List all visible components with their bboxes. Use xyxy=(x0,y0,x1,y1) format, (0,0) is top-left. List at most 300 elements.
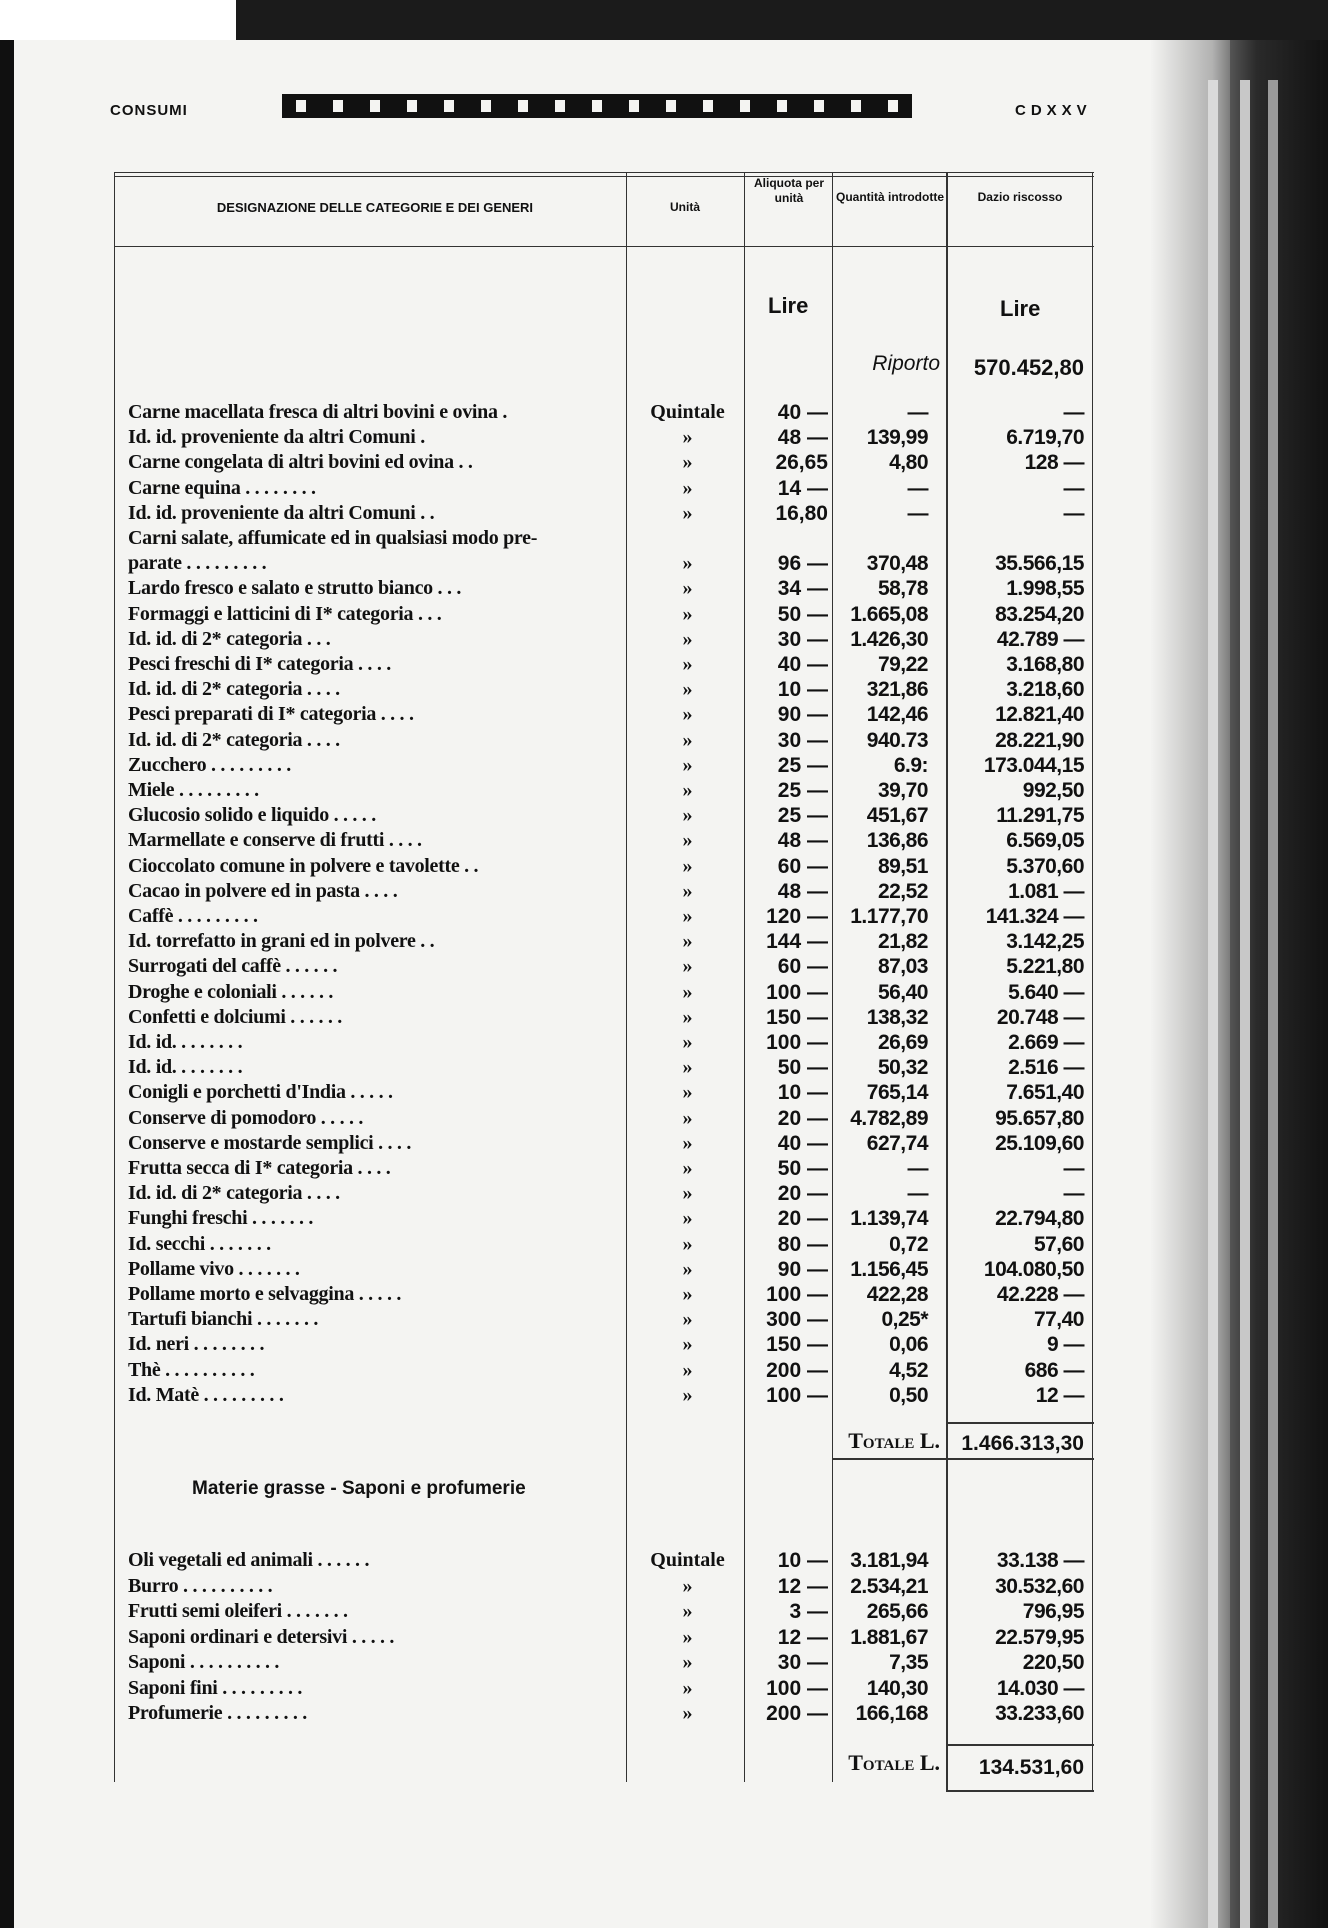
row-duty: 128 — xyxy=(1024,451,1084,475)
row-duty: — xyxy=(1063,401,1084,424)
row-rate: 80 — xyxy=(777,1232,828,1256)
row-rate: 48 — xyxy=(777,879,828,903)
row-quantity: 87,03 xyxy=(877,955,928,979)
row-unit: » xyxy=(682,627,693,650)
table-row xyxy=(0,1599,1230,1624)
row-rate: 40 — xyxy=(777,1131,828,1155)
table-row xyxy=(0,1181,1230,1206)
row-quantity: 56,40 xyxy=(877,980,928,1004)
row-quantity: 0,72 xyxy=(889,1232,928,1256)
row-duty: 22.794,80 xyxy=(995,1207,1084,1231)
row-unit: » xyxy=(682,1131,693,1154)
row-duty: 42.228 — xyxy=(996,1283,1084,1306)
row-name: Formaggi e latticini di I* categoria . . . xyxy=(128,602,442,625)
row-rate: 100 — xyxy=(766,1031,828,1054)
table-row xyxy=(0,1131,1230,1156)
row-unit: » xyxy=(682,1283,693,1305)
row-duty: 6.719,70 xyxy=(1006,426,1084,450)
row-duty: 2.669 — xyxy=(1008,1031,1084,1054)
row-unit: » xyxy=(682,476,693,499)
row-unit: » xyxy=(682,602,693,625)
row-rate: 10 — xyxy=(777,1549,828,1572)
page-edge-strip xyxy=(1268,80,1278,1928)
row-rate: 90 — xyxy=(777,703,828,727)
table-row xyxy=(0,1005,1230,1030)
row-name: Funghi freschi . . . . . . . xyxy=(128,1207,314,1230)
row-unit: » xyxy=(682,552,693,575)
table-row xyxy=(0,627,1230,652)
row-duty: 3.142,25 xyxy=(1006,930,1084,954)
row-unit: Quintale xyxy=(650,401,725,423)
table-row xyxy=(0,1676,1230,1701)
row-rate: 20 — xyxy=(777,1182,828,1206)
row-rate: 50 — xyxy=(777,1157,828,1180)
row-quantity: 22,52 xyxy=(877,879,928,903)
row-duty: 686 — xyxy=(1024,1358,1084,1382)
row-rate: 30 — xyxy=(777,1651,828,1674)
row-duty: 12.821,40 xyxy=(995,703,1084,727)
row-quantity: 370,48 xyxy=(866,552,928,576)
row-rate: 150 — xyxy=(766,1333,828,1357)
row-name: Profumerie . . . . . . . . . xyxy=(128,1702,307,1724)
table-row xyxy=(0,1080,1230,1105)
row-name: Id. neri . . . . . . . . xyxy=(128,1333,265,1356)
row-rate: 40 — xyxy=(777,653,828,676)
row-name: Surrogati del caffè . . . . . . xyxy=(128,955,338,978)
page-number: CDXXV xyxy=(1015,102,1092,119)
row-unit: » xyxy=(682,1651,693,1673)
table-row xyxy=(0,677,1230,702)
row-unit: » xyxy=(682,1702,693,1724)
row-quantity: 139,99 xyxy=(866,426,928,450)
row-quantity: 4.782,89 xyxy=(850,1106,928,1130)
table-row xyxy=(0,576,1230,601)
row-duty: 220,50 xyxy=(1022,1651,1084,1674)
row-quantity: — xyxy=(907,476,928,500)
row-rate: 48 — xyxy=(777,829,828,853)
row-duty: 6.569,05 xyxy=(1006,829,1084,853)
row-rate: 40 — xyxy=(777,401,828,424)
row-quantity: 451,67 xyxy=(866,804,928,828)
row-quantity: — xyxy=(907,401,928,424)
table-row xyxy=(0,1232,1230,1257)
row-rate: 20 — xyxy=(777,1207,828,1231)
row-unit: » xyxy=(682,779,693,801)
row-quantity: 26,69 xyxy=(877,1031,928,1054)
table-row xyxy=(0,929,1230,954)
row-name: Cacao in polvere ed in pasta . . . . xyxy=(128,879,398,902)
table-row xyxy=(0,1358,1230,1383)
row-name: Glucosio solido e liquido . . . . . xyxy=(128,804,376,827)
row-quantity: 1.177,70 xyxy=(850,905,928,928)
row-rate: 30 — xyxy=(777,728,828,752)
row-unit: » xyxy=(682,653,693,675)
row-quantity: — xyxy=(907,501,928,525)
row-rate: 10 — xyxy=(777,678,828,702)
row-name: Confetti e dolciumi . . . . . . xyxy=(128,1005,343,1028)
row-duty: — xyxy=(1063,476,1084,500)
row-duty: 33.138 — xyxy=(996,1549,1084,1572)
row-rate: 300 — xyxy=(766,1308,828,1332)
row-rate: 25 — xyxy=(777,779,828,802)
row-rate: 3 — xyxy=(789,1600,828,1623)
row-rate: 100 — xyxy=(766,1676,828,1700)
row-name: Droghe e coloniali . . . . . . xyxy=(128,980,334,1003)
table-row xyxy=(0,400,1230,425)
row-rate: 60 — xyxy=(777,955,828,979)
table-row xyxy=(0,753,1230,778)
table-row xyxy=(0,1625,1230,1650)
row-unit: » xyxy=(682,829,693,852)
row-unit: » xyxy=(682,854,693,877)
row-name: Pesci preparati di I* categoria . . . . xyxy=(128,703,414,726)
row-rate: 120 — xyxy=(766,905,828,928)
row-unit: » xyxy=(682,1056,693,1079)
row-unit: » xyxy=(682,451,693,474)
row-quantity: 321,86 xyxy=(866,678,928,702)
row-rate: 26,65 xyxy=(775,451,828,475)
row-rate: 100 — xyxy=(766,980,828,1004)
row-name: Lardo fresco e salato e strutto bianco . . . xyxy=(128,577,462,600)
row-rate: 30 — xyxy=(777,627,828,651)
row-quantity: 138,32 xyxy=(866,1005,928,1029)
row-duty: 141.324 — xyxy=(985,905,1084,928)
table-row xyxy=(0,904,1230,929)
row-unit: » xyxy=(682,1383,693,1406)
row-unit: » xyxy=(682,905,693,927)
row-quantity: 166,168 xyxy=(855,1702,928,1725)
table-row xyxy=(0,803,1230,828)
row-rate: 50 — xyxy=(777,1056,828,1080)
row-quantity: 627,74 xyxy=(866,1131,928,1155)
row-quantity: 940.73 xyxy=(866,728,928,752)
table-row xyxy=(0,1332,1230,1357)
row-rate: 14 — xyxy=(777,476,828,500)
row-rate: 25 — xyxy=(777,804,828,828)
row-name: Thè . . . . . . . . . . xyxy=(128,1358,255,1381)
row-unit: » xyxy=(682,1600,693,1622)
row-name: Conigli e porchetti d'India . . . . . xyxy=(128,1081,393,1104)
row-quantity: 1.881,67 xyxy=(850,1625,928,1649)
row-rate: 20 — xyxy=(777,1106,828,1130)
row-quantity: 1.426,30 xyxy=(850,627,928,651)
section-1-total-value: 1.466.313,30 xyxy=(961,1432,1084,1455)
row-duty: 77,40 xyxy=(1033,1308,1084,1332)
row-rate: 12 — xyxy=(777,1574,828,1598)
running-header-left: CONSUMI xyxy=(110,102,188,119)
total-rule xyxy=(946,1422,1094,1424)
row-duty: 14.030 — xyxy=(996,1676,1084,1700)
row-rate: 100 — xyxy=(766,1383,828,1407)
row-duty: 33.233,60 xyxy=(995,1702,1084,1725)
row-quantity: 765,14 xyxy=(866,1081,928,1105)
row-duty: 25.109,60 xyxy=(995,1131,1084,1155)
row-duty: — xyxy=(1063,1157,1084,1180)
row-unit: » xyxy=(682,955,693,978)
header-duty: Dazio riscosso xyxy=(977,190,1063,204)
row-rate: 50 — xyxy=(777,602,828,626)
row-quantity: — xyxy=(907,1182,928,1206)
table-row xyxy=(0,954,1230,979)
row-quantity: 58,78 xyxy=(877,577,928,601)
row-name: Carne macellata fresca di altri bovini e ovina . xyxy=(128,401,508,423)
row-quantity: 1.665,08 xyxy=(850,602,928,626)
row-rate: 96 — xyxy=(777,552,828,576)
row-duty: 5.221,80 xyxy=(1006,955,1084,979)
row-name: Id. id. . . . . . . . xyxy=(128,1031,243,1053)
row-quantity: 39,70 xyxy=(877,779,928,802)
row-duty: 35.566,15 xyxy=(995,552,1084,576)
row-quantity: 1.156,45 xyxy=(850,1257,928,1281)
rate-currency-label: Lire xyxy=(768,293,809,318)
table-row xyxy=(0,1548,1230,1573)
table-row xyxy=(0,778,1230,803)
table-row xyxy=(0,652,1230,677)
row-duty: 3.168,80 xyxy=(1006,653,1084,676)
row-unit: » xyxy=(682,1574,693,1597)
row-name: Carne equina . . . . . . . . xyxy=(128,476,316,499)
row-name: Id. torrefatto in grani ed in polvere . . xyxy=(128,930,435,953)
row-rate: 150 — xyxy=(766,1005,828,1029)
table-row xyxy=(0,702,1230,727)
row-duty: 5.640 — xyxy=(1008,980,1084,1004)
row-unit: » xyxy=(682,577,693,600)
row-quantity: 89,51 xyxy=(877,854,928,878)
row-unit: » xyxy=(682,1031,693,1053)
row-name: Id. id. proveniente da altri Comuni . . xyxy=(128,501,435,524)
table-row xyxy=(0,551,1230,576)
row-duty: 83.254,20 xyxy=(995,602,1084,626)
row-name: Burro . . . . . . . . . . xyxy=(128,1574,273,1597)
row-quantity: — xyxy=(907,1157,928,1180)
row-quantity: 142,46 xyxy=(866,703,928,727)
row-name: Frutti semi oleiferi . . . . . . . xyxy=(128,1600,348,1622)
header-quantity: Quantità introdotte xyxy=(836,190,944,204)
section-1-total-label: Totale L. xyxy=(848,1428,940,1453)
row-unit: » xyxy=(682,1257,693,1280)
row-quantity: 140,30 xyxy=(866,1676,928,1700)
row-name: Id. Matè . . . . . . . . . xyxy=(128,1383,284,1406)
row-name: Id. id. proveniente da altri Comuni . xyxy=(128,426,425,449)
row-duty: 173.044,15 xyxy=(983,753,1084,777)
row-unit: » xyxy=(682,1182,693,1205)
row-duty: 5.370,60 xyxy=(1006,854,1084,878)
row-duty: 796,95 xyxy=(1022,1600,1084,1623)
row-name: Zucchero . . . . . . . . . xyxy=(128,753,291,776)
row-quantity: 0,50 xyxy=(889,1383,928,1407)
row-unit: » xyxy=(682,804,693,827)
table-row xyxy=(0,1156,1230,1181)
row-unit: » xyxy=(682,501,693,524)
table-row xyxy=(0,1307,1230,1332)
row-duty: 12 — xyxy=(1035,1383,1084,1407)
row-rate: 10 — xyxy=(777,1081,828,1105)
table-row xyxy=(0,1106,1230,1131)
row-quantity: 136,86 xyxy=(866,829,928,853)
table-row xyxy=(0,476,1230,501)
row-name: Frutta secca di I* categoria . . . . xyxy=(128,1157,391,1179)
row-quantity: 79,22 xyxy=(877,653,928,676)
row-name: Caffè . . . . . . . . . xyxy=(128,905,258,927)
row-duty: 20.748 — xyxy=(996,1005,1084,1029)
row-unit: » xyxy=(682,980,693,1003)
row-duty: 42.789 — xyxy=(996,627,1084,651)
row-unit: » xyxy=(682,728,693,751)
row-rate: 60 — xyxy=(777,854,828,878)
page-edge-strip xyxy=(1240,80,1250,1928)
row-unit: » xyxy=(682,1232,693,1255)
row-quantity: 21,82 xyxy=(877,930,928,954)
row-duty: 1.998,55 xyxy=(1006,577,1084,601)
table-row xyxy=(0,828,1230,853)
row-duty: 3.218,60 xyxy=(1006,678,1084,702)
total-rule xyxy=(946,1744,1094,1746)
row-quantity: 50,32 xyxy=(877,1056,928,1080)
row-duty: 1.081 — xyxy=(1008,879,1084,903)
table-row xyxy=(0,1383,1230,1408)
header-ornament xyxy=(282,94,912,118)
table-row xyxy=(0,526,1230,551)
row-duty: 9 — xyxy=(1046,1333,1084,1357)
row-quantity: 3.181,94 xyxy=(850,1549,928,1572)
row-rate: 34 — xyxy=(777,577,828,601)
row-duty: 57,60 xyxy=(1033,1232,1084,1256)
table-row xyxy=(0,879,1230,904)
table-row xyxy=(0,1282,1230,1307)
row-unit: » xyxy=(682,1358,693,1381)
table-row xyxy=(0,425,1230,450)
total-bottom-rule xyxy=(832,1458,1094,1460)
row-duty: 104.080,50 xyxy=(983,1257,1084,1281)
row-name: Saponi . . . . . . . . . . xyxy=(128,1651,280,1673)
row-duty: — xyxy=(1063,1182,1084,1206)
table-row xyxy=(0,1030,1230,1055)
row-name: Id. id. di 2* categoria . . . . xyxy=(128,728,340,751)
row-name: Id. id. di 2* categoria . . . xyxy=(128,627,331,650)
row-name: Id. id. di 2* categoria . . . . xyxy=(128,1182,340,1205)
table-row xyxy=(0,980,1230,1005)
row-name: Miele . . . . . . . . . xyxy=(128,779,259,801)
row-unit: » xyxy=(682,1333,693,1356)
table-row xyxy=(0,728,1230,753)
row-name: Marmellate e conserve di frutti . . . . xyxy=(128,829,422,852)
riporto-label: Riporto xyxy=(872,352,940,375)
row-name: Carni salate, affumicate ed in qualsiasi modo pre- xyxy=(128,527,538,549)
row-duty: 22.579,95 xyxy=(995,1625,1084,1649)
row-rate: 200 — xyxy=(766,1702,828,1725)
row-quantity: 422,28 xyxy=(866,1283,928,1306)
table-row xyxy=(0,450,1230,475)
table-row xyxy=(0,501,1230,526)
section-2-total-label: Totale L. xyxy=(848,1750,940,1775)
row-unit: Quintale xyxy=(650,1549,725,1571)
row-rate: 48 — xyxy=(777,426,828,450)
row-unit: » xyxy=(682,930,693,953)
row-duty: 11.291,75 xyxy=(996,804,1084,828)
row-name: Conserve di pomodoro . . . . . xyxy=(128,1106,364,1129)
section-2-title: Materie grasse - Saponi e profumerie xyxy=(192,1478,526,1499)
row-name: Conserve e mostarde semplici . . . . xyxy=(128,1131,412,1154)
table-row xyxy=(0,1055,1230,1080)
row-rate: 90 — xyxy=(777,1257,828,1281)
riporto-value: 570.452,80 xyxy=(973,355,1084,380)
header-designation: DESIGNAZIONE DELLE CATEGORIE E DEI GENERI xyxy=(216,200,534,215)
row-name: Saponi fini . . . . . . . . . xyxy=(128,1676,303,1699)
table-row xyxy=(0,1574,1230,1599)
row-duty: 2.516 — xyxy=(1008,1056,1084,1080)
row-quantity: 2.534,21 xyxy=(850,1574,928,1598)
row-name: Pollame vivo . . . . . . . xyxy=(128,1257,300,1280)
row-rate: 12 — xyxy=(777,1625,828,1649)
row-quantity: 0,25* xyxy=(881,1308,928,1332)
row-name: Id. id. di 2* categoria . . . . xyxy=(128,678,340,701)
row-rate: 144 — xyxy=(766,930,828,954)
table-row xyxy=(0,1701,1230,1726)
row-unit: » xyxy=(682,1676,693,1699)
row-duty: 95.657,80 xyxy=(995,1106,1084,1130)
row-unit: » xyxy=(682,1157,693,1179)
row-quantity: 0,06 xyxy=(889,1333,928,1357)
row-unit: » xyxy=(682,1081,693,1104)
row-unit: » xyxy=(682,426,693,449)
row-quantity: 4,52 xyxy=(889,1358,928,1382)
row-name: Id. secchi . . . . . . . xyxy=(128,1232,271,1255)
row-unit: » xyxy=(682,703,693,726)
row-unit: » xyxy=(682,1207,693,1230)
row-unit: » xyxy=(682,1625,693,1648)
row-quantity: 7,35 xyxy=(889,1651,928,1674)
table-row xyxy=(0,1650,1230,1675)
row-quantity: 265,66 xyxy=(866,1600,928,1623)
section-2-total-value: 134.531,60 xyxy=(978,1756,1084,1779)
row-name: Id. id. . . . . . . . xyxy=(128,1056,243,1079)
row-unit: » xyxy=(682,879,693,902)
row-unit: » xyxy=(682,1106,693,1129)
row-rate: 25 — xyxy=(777,753,828,777)
total-bottom-rule xyxy=(946,1790,1094,1792)
row-duty: — xyxy=(1063,501,1084,525)
row-quantity: 1.139,74 xyxy=(850,1207,928,1231)
row-rate: 200 — xyxy=(766,1358,828,1382)
table-row xyxy=(0,854,1230,879)
row-duty: 28.221,90 xyxy=(995,728,1084,752)
header-unit: Unità xyxy=(670,200,700,214)
row-unit: » xyxy=(682,678,693,701)
row-quantity: 4,80 xyxy=(889,451,928,475)
header-rate: Aliquota per unità xyxy=(753,176,824,205)
row-duty: 992,50 xyxy=(1022,779,1084,802)
row-name: Oli vegetali ed animali . . . . . . xyxy=(128,1549,370,1571)
row-name: parate . . . . . . . . . xyxy=(128,552,267,575)
row-quantity: 6.9: xyxy=(893,753,928,777)
row-duty: 30.532,60 xyxy=(995,1574,1084,1598)
row-unit: » xyxy=(682,1308,693,1331)
row-rate: 100 — xyxy=(766,1283,828,1306)
table-row xyxy=(0,1206,1230,1231)
row-name: Cioccolato comune in polvere e tavolette . . xyxy=(128,854,479,877)
row-rate: 16,80 xyxy=(775,501,828,525)
row-name: Saponi ordinari e detersivi . . . . . xyxy=(128,1625,395,1648)
duty-currency-label: Lire xyxy=(1000,296,1041,321)
row-name: Pollame morto e selvaggina . . . . . xyxy=(128,1283,402,1305)
table-row xyxy=(0,1257,1230,1282)
row-unit: » xyxy=(682,753,693,776)
table-row xyxy=(0,602,1230,627)
row-duty: 7.651,40 xyxy=(1006,1081,1084,1105)
row-name: Carne congelata di altri bovini ed ovina . . xyxy=(128,451,473,474)
row-name: Pesci freschi di I* categoria . . . . xyxy=(128,653,391,675)
row-name: Tartufi bianchi . . . . . . . xyxy=(128,1308,319,1331)
